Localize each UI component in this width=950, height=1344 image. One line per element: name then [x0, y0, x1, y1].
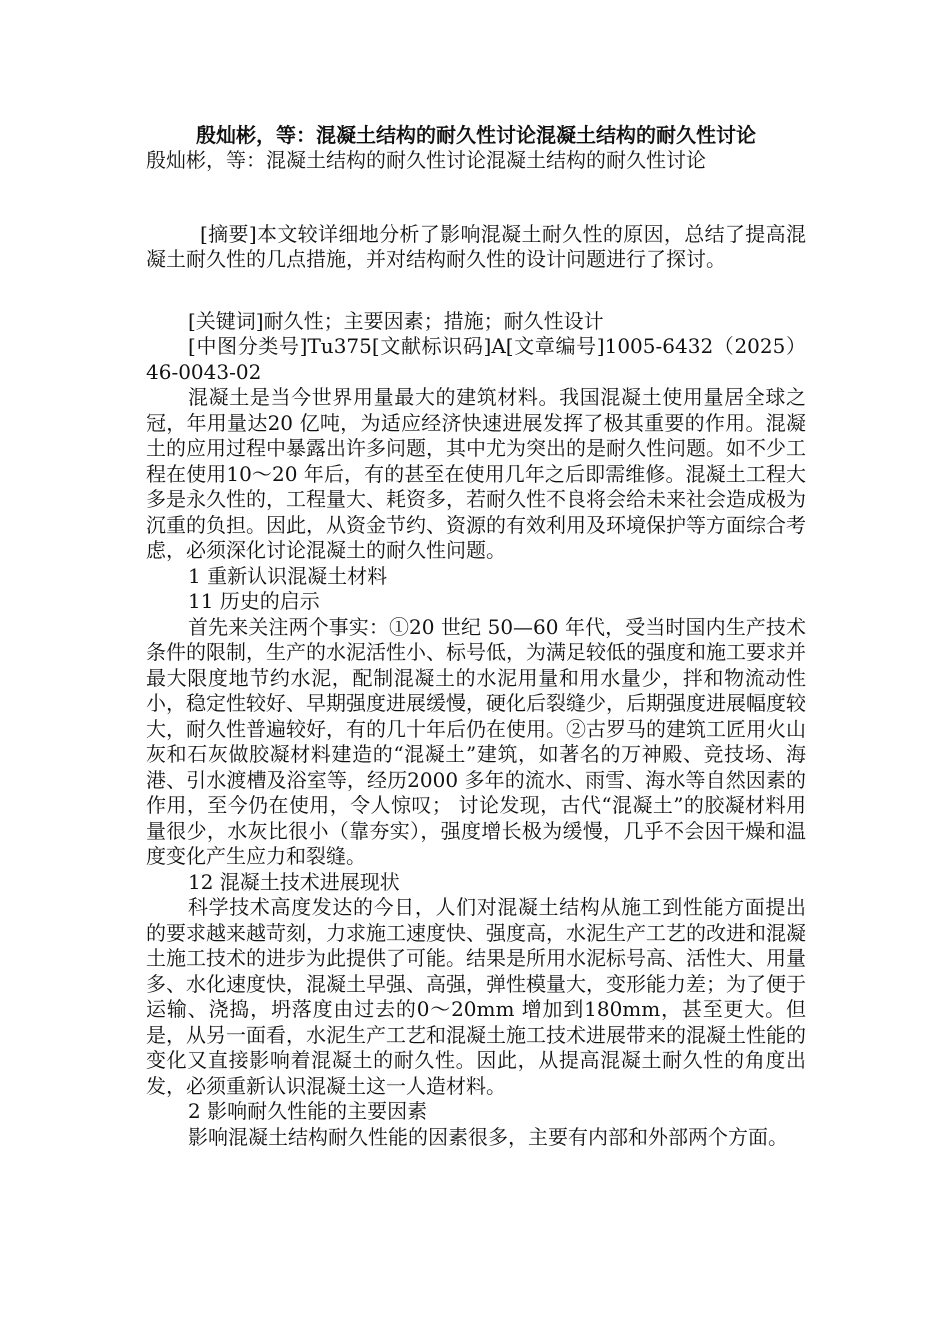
section-heading-1-2: 12 混凝土技术进展现状 [188, 869, 400, 894]
section-heading-1-1: 11 历史的启示 [188, 589, 320, 613]
intro-paragraph: 混凝土是当今世界用量最大的建筑材料。我国混凝土使用量居全球之冠，年用量达20 亿吨，为适应经济快速进展发挥了极其重要的作用。混凝土的应用过程中暴露出许多问题，其中尤为突出的是耐久性问题。如不少工程在使用10～20 年后，有的甚至在使用几年之后即需维修。混凝土工程大多是永久性的，工程量大、耗资多，若耐久性不良将会给未来社会造成极为沉重的负担。因此，从资金节约、资源的有效利用及环境保护等方面综合考虑，必须深化讨论混凝土的耐久性问题。 [146, 385, 806, 562]
keywords-line: [关键词]耐久性；主要因素；措施；耐久性设计 [188, 308, 604, 333]
section-heading-1: 1 重新认识混凝土材料 [188, 563, 388, 588]
abstract-paragraph: [摘要]本文较详细地分析了影响混凝土耐久性的原因，总结了提高混凝土耐久性的几点措施，并对结构耐久性的设计问题进行了探讨。 [146, 221, 806, 271]
classification-line: [中图分类号]Tu375[文献标识码]A[文章编号]1005-6432（2025）46-0043-02 [146, 334, 806, 384]
history-paragraph: 首先来关注两个事实：①20 世纪 50—60 年代，受当时国内生产技术条件的限制，生产的水泥活性小、标号低，为满足较低的强度和施工要求并最大限度地节约水泥，配制混凝土的水泥用量和用水量少，拌和物流动性小，稳定性较好、早期强度进展缓慢，硬化后裂缝少，后期强度进展幅度较大，耐久性普遍较好，有的几十年后仍在使用。②古罗马的建筑工匠用火山灰和石灰做胶凝材料建造的“混凝土”建筑，如著名的万神殿、竞技场、海港、引水渡槽及浴室等，经历2000 多年的流水、雨雪、海水等自然因素的作用，至今仍在使用，令人惊叹； 讨论发现，古代“混凝土”的胶凝材料用量很少，水灰比很小（靠夯实），强度增长极为缓慢，几乎不会因干燥和温度变化产生应力和裂缝。 [146, 614, 806, 868]
document-title: 殷灿彬，等：混凝土结构的耐久性讨论混凝土结构的耐久性讨论 [146, 148, 706, 172]
factors-paragraph: 影响混凝土结构耐久性能的因素很多，主要有内部和外部两个方面。 [188, 1124, 788, 1149]
document-title-bold: 殷灿彬，等：混凝土结构的耐久性讨论混凝土结构的耐久性讨论 [196, 123, 756, 147]
document-page [146, 122, 806, 1150]
technology-paragraph: 科学技术高度发达的今日，人们对混凝土结构从施工到性能方面提出的要求越来越苛刻，力求施工速度快、强度高，水泥生产工艺的改进和混凝土施工技术的进步为此提供了可能。结果是所用水泥标号高、活性大、用量多、水化速度快，混凝土早强、高强，弹性模量大，变形能力差；为了便于运输、浇捣，坍落度由过去的0～20mm 增加到180mm，甚至更大。但是，从另一面看，水泥生产工艺和混凝土施工技术进展带来的混凝土性能的变化又直接影响着混凝土的耐久性。因此，从提高混凝土耐久性的角度出发，必须重新认识混凝土这一人造材料。 [146, 895, 806, 1098]
section-heading-2: 2 影响耐久性能的主要因素 [188, 1099, 428, 1123]
